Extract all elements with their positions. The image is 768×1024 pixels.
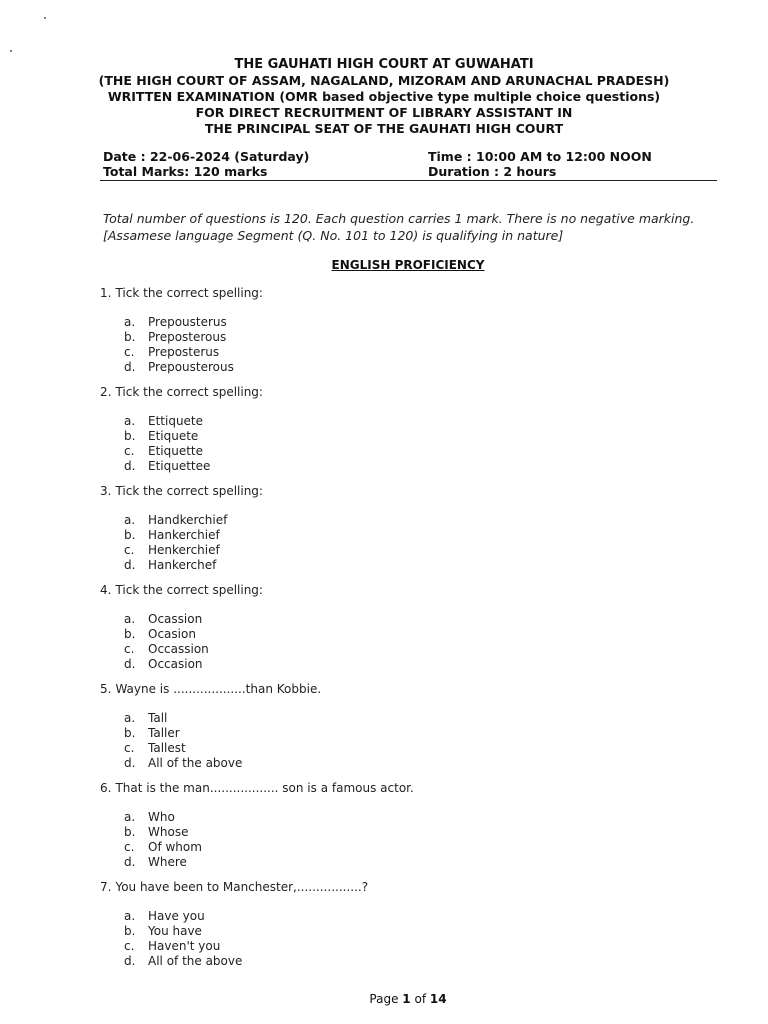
option-a: a. Ettiquete: [124, 414, 204, 428]
question-text: That is the man.................. son is a famous actor.: [115, 781, 414, 795]
option-list: [124, 414, 210, 474]
option-c: c. Of whom: [124, 840, 202, 854]
option-list: [124, 612, 209, 672]
option-b: b. Hankerchief: [124, 528, 220, 542]
option-b: b. Preposterous: [124, 330, 227, 344]
scan-speck: [10, 50, 12, 52]
question-number: 2.: [100, 385, 112, 399]
question-text: You have been to Manchester,.................?: [115, 880, 369, 894]
option-c: c. Etiquette: [124, 444, 204, 458]
question-number: 7.: [100, 880, 112, 894]
question-text: Wayne is ...................than Kobbie.: [115, 682, 322, 696]
option-a: a. Who: [124, 810, 175, 824]
recruitment-line: FOR DIRECT RECRUITMENT OF LIBRARY ASSISTANT IN: [195, 105, 573, 120]
question-3: [100, 483, 700, 582]
header-divider: [100, 180, 717, 181]
page-total: 14: [429, 992, 447, 1006]
scan-speck: [44, 17, 46, 19]
option-c: c. Occassion: [124, 642, 209, 656]
exam-meta-right: [428, 149, 652, 179]
option-a: a. Ocassion: [124, 612, 203, 626]
question-text: Tick the correct spelling:: [115, 286, 263, 300]
option-c: c. Tallest: [124, 741, 186, 755]
question-list: [100, 285, 700, 978]
court-subtitle: (THE HIGH COURT OF ASSAM, NAGALAND, MIZORAM AND ARUNACHAL PRADESH): [98, 73, 670, 88]
question-number: 3.: [100, 484, 112, 498]
option-list: [124, 513, 227, 573]
document-header: [60, 57, 708, 137]
question-5: [100, 681, 700, 780]
exam-type: WRITTEN EXAMINATION (OMR based objective type multiple choice questions): [107, 89, 661, 104]
total-marks: Total Marks: 120 marks: [103, 164, 268, 179]
question-text: Tick the correct spelling:: [115, 583, 263, 597]
option-d: d. Hankerchef: [124, 558, 217, 572]
option-d: d. Occasion: [124, 657, 203, 671]
option-d: d. All of the above: [124, 954, 243, 968]
exam-duration: Duration : 2 hours: [428, 164, 557, 179]
option-list: [124, 909, 242, 969]
page-current: 1: [402, 992, 411, 1006]
option-b: b. Etiquete: [124, 429, 199, 443]
question-number: 1.: [100, 286, 112, 300]
question-number: 6.: [100, 781, 112, 795]
option-a: a. Have you: [124, 909, 205, 923]
option-a: a. Tall: [124, 711, 168, 725]
exam-time: Time : 10:00 AM to 12:00 NOON: [428, 149, 652, 164]
page-of: of: [414, 992, 427, 1006]
option-c: c. Preposterus: [124, 345, 220, 359]
option-b: b. You have: [124, 924, 202, 938]
option-b: b. Whose: [124, 825, 189, 839]
question-text: Tick the correct spelling:: [115, 385, 263, 399]
question-number: 5.: [100, 682, 112, 696]
option-d: d. Etiquettee: [124, 459, 211, 473]
section-heading: ENGLISH PROFICIENCY: [331, 258, 485, 272]
question-1: [100, 285, 700, 384]
option-list: [124, 711, 242, 771]
option-a: a. Prepousterus: [124, 315, 227, 329]
option-list: [124, 315, 234, 375]
option-b: b. Taller: [124, 726, 180, 740]
question-7: [100, 879, 700, 978]
option-d: d. All of the above: [124, 756, 243, 770]
option-a: a. Handkerchief: [124, 513, 228, 527]
option-c: c. Henkerchief: [124, 543, 220, 557]
question-6: [100, 780, 700, 879]
exam-date: Date : 22-06-2024 (Saturday): [103, 149, 310, 164]
question-text: Tick the correct spelling:: [115, 484, 263, 498]
court-title: THE GAUHATI HIGH COURT AT GUWAHATI: [234, 57, 534, 72]
option-c: c. Haven't you: [124, 939, 221, 953]
seat-line: THE PRINCIPAL SEAT OF THE GAUHATI HIGH COURT: [204, 121, 564, 136]
option-d: d. Where: [124, 855, 187, 869]
question-4: [100, 582, 700, 681]
question-2: [100, 384, 700, 483]
option-b: b. Ocasion: [124, 627, 196, 641]
page-footer: [0, 992, 768, 1006]
option-list: [124, 810, 202, 870]
page-label: Page: [369, 992, 399, 1006]
question-number: 4.: [100, 583, 112, 597]
instructions: Total number of questions is 120. Each question carries 1 mark. There is no negative marking. [Assamese language Segment (Q. No. 101 to 120) is qualifying in nature]: [103, 211, 695, 243]
option-d: d. Prepousterous: [124, 360, 234, 374]
exam-meta-left: [103, 149, 309, 179]
